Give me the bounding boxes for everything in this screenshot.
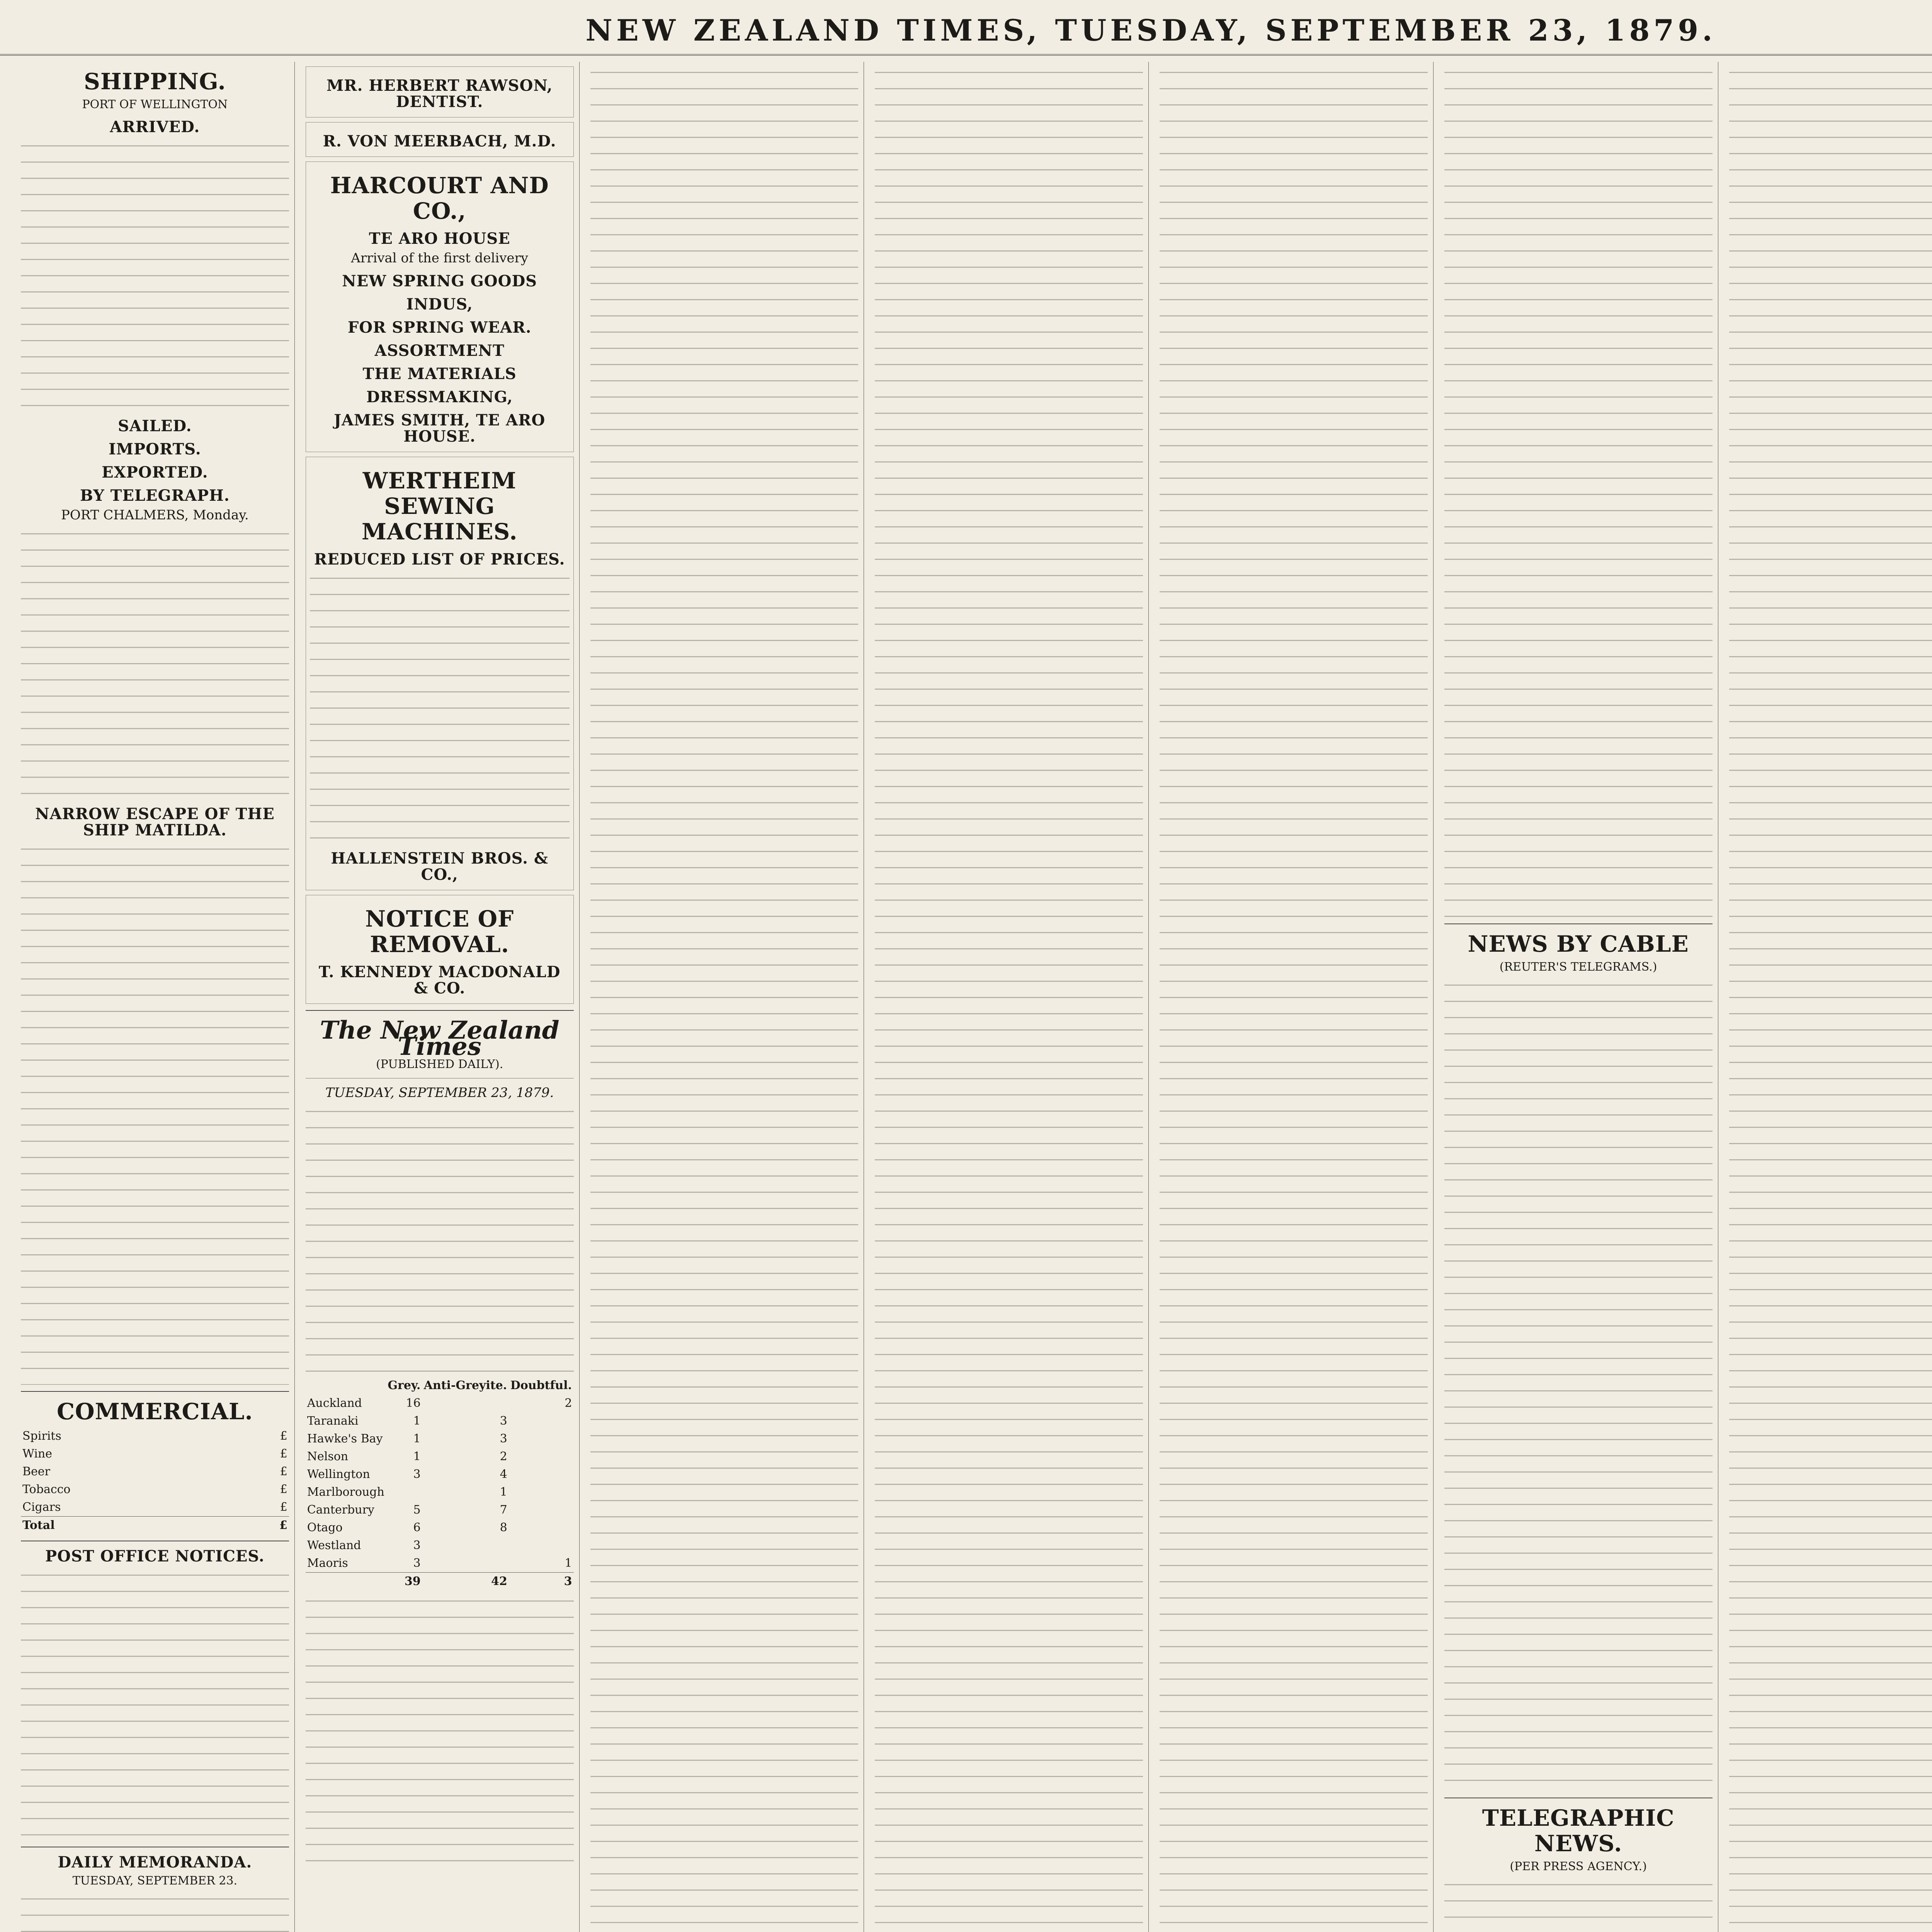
table-cell: Tobacco xyxy=(22,1483,71,1496)
column-header: Grey. xyxy=(388,1379,421,1392)
table-row xyxy=(306,1554,574,1573)
table-cell: 3 xyxy=(413,1539,421,1552)
ad-subheading: THE MATERIALS xyxy=(362,365,517,383)
leader-continuation xyxy=(306,1596,574,1866)
table-cell: 1 xyxy=(413,1432,421,1446)
table-cell: 1 xyxy=(413,1414,421,1428)
column-1 xyxy=(15,62,295,1932)
table-row xyxy=(306,1430,574,1448)
table-cell xyxy=(509,1483,574,1501)
dateline: PORT CHALMERS, Monday. xyxy=(61,507,249,523)
body-text xyxy=(590,67,859,1932)
ad-heading: NOTICE OF REMOVAL. xyxy=(365,906,514,957)
ad-removal xyxy=(306,895,574,1004)
table-cell: £ xyxy=(241,1517,289,1535)
telegraph-heading: BY TELEGRAPH. xyxy=(80,486,230,505)
table-cell: Total xyxy=(21,1517,241,1535)
table-cell xyxy=(509,1448,574,1466)
wreck-text xyxy=(21,844,289,1385)
table-cell: £ xyxy=(280,1429,287,1443)
table-cell xyxy=(422,1537,509,1554)
commercial-heading: COMMERCIAL. xyxy=(56,1398,253,1425)
daily-date: TUESDAY, SEPTEMBER 23. xyxy=(72,1874,238,1888)
sailed-heading: SAILED. xyxy=(118,417,192,435)
table-cell: £ xyxy=(280,1465,287,1478)
table-cell: Beer xyxy=(22,1465,50,1478)
post-office-heading: POST OFFICE NOTICES. xyxy=(45,1547,265,1565)
body-text xyxy=(875,67,1143,1932)
telegraph-text xyxy=(21,529,289,799)
ad-wertheim xyxy=(306,457,574,890)
table-cell: Wellington xyxy=(307,1468,370,1481)
column-header xyxy=(306,1377,386,1395)
table-cell: Marlborough xyxy=(307,1485,384,1499)
column-7 xyxy=(1724,62,1932,1932)
table-cell: 1 xyxy=(413,1450,421,1463)
cable-text xyxy=(1444,980,1713,1791)
column-5 xyxy=(1154,62,1434,1932)
ad-subheading: INDUS, xyxy=(406,295,473,313)
table-cell: Taranaki xyxy=(307,1414,359,1428)
table-cell xyxy=(509,1466,574,1483)
customs-table xyxy=(21,1427,289,1534)
telegraphic-news-heading: TELEGRAPHIC NEWS. xyxy=(1482,1805,1675,1857)
newspaper-flag: The New Zealand Times xyxy=(320,1016,560,1061)
post-office-text xyxy=(21,1570,289,1840)
table-cell xyxy=(422,1395,509,1412)
table-cell: 39 xyxy=(386,1573,422,1591)
ad-subheading: FOR SPRING WEAR. xyxy=(347,318,532,337)
ad-subheading: ASSORTMENT xyxy=(374,342,505,360)
table-row xyxy=(21,1481,289,1498)
imports-heading: IMPORTS. xyxy=(109,440,201,458)
port-line: PORT OF WELLINGTON xyxy=(82,98,228,111)
shipping-heading: SHIPPING. xyxy=(83,68,226,95)
masthead xyxy=(0,0,1932,56)
table-cell: 3 xyxy=(413,1468,421,1481)
table-row xyxy=(306,1519,574,1537)
table-cell: Canterbury xyxy=(307,1503,374,1517)
ad-line: Arrival of the first delivery xyxy=(351,250,528,266)
election-table xyxy=(306,1377,574,1590)
table-cell xyxy=(386,1483,422,1501)
table-cell: 3 xyxy=(413,1556,421,1570)
leader-date: TUESDAY, SEPTEMBER 23, 1879. xyxy=(325,1085,554,1100)
table-row xyxy=(21,1427,289,1445)
wreck-heading: NARROW ESCAPE OF THE SHIP MATILDA. xyxy=(35,805,275,839)
table-cell: 7 xyxy=(500,1503,507,1517)
ad-signature: HALLENSTEIN BROS. & CO., xyxy=(331,849,549,884)
table-cell: 8 xyxy=(500,1521,507,1534)
table-cell xyxy=(509,1430,574,1448)
table-row xyxy=(306,1395,574,1412)
ad-subheading: TE ARO HOUSE xyxy=(369,230,510,248)
news-by-cable-heading: NEWS BY CABLE xyxy=(1468,931,1689,957)
column-header: Anti-Greyite. xyxy=(423,1379,507,1392)
ad-harcourt xyxy=(306,162,574,452)
ad-heading: WERTHEIM SEWING MACHINES. xyxy=(361,468,518,545)
table-cell: Wine xyxy=(22,1447,52,1461)
body-text xyxy=(1444,67,1713,917)
ad-heading: R. VON MEERBACH, M.D. xyxy=(323,132,556,150)
ad-heading: HARCOURT AND CO., xyxy=(330,172,549,224)
table-cell: £ xyxy=(280,1447,287,1461)
reuter-subheading: (REUTER'S TELEGRAMS.) xyxy=(1499,960,1657,974)
table-row xyxy=(306,1448,574,1466)
table-cell xyxy=(509,1519,574,1537)
table-cell: 42 xyxy=(422,1573,509,1591)
table-cell: Auckland xyxy=(307,1396,362,1410)
published-daily: (PUBLISHED DAILY). xyxy=(376,1058,503,1071)
telegraphic-text xyxy=(1444,1879,1713,1932)
table-row xyxy=(306,1466,574,1483)
table-row xyxy=(21,1463,289,1481)
table-cell xyxy=(422,1554,509,1573)
table-row xyxy=(21,1517,289,1535)
table-row xyxy=(306,1501,574,1519)
table-cell: Westland xyxy=(307,1539,361,1552)
exports-heading: EXPORTED. xyxy=(102,463,208,481)
table-cell: 6 xyxy=(413,1521,421,1534)
table-cell xyxy=(509,1537,574,1554)
table-cell: 4 xyxy=(500,1468,507,1481)
press-agency-subheading: (PER PRESS AGENCY.) xyxy=(1510,1860,1647,1873)
ad-signature: JAMES SMITH, TE ARO HOUSE. xyxy=(334,411,546,446)
ad-subheading: NEW SPRING GOODS xyxy=(342,272,537,290)
body-text xyxy=(1160,67,1428,1932)
column-6 xyxy=(1439,62,1718,1932)
table-cell: 5 xyxy=(413,1503,421,1517)
shipping-text xyxy=(21,141,289,411)
table-row xyxy=(21,1445,289,1463)
table-cell: Otago xyxy=(307,1521,343,1534)
table-header-row xyxy=(306,1377,574,1395)
table-row xyxy=(306,1412,574,1430)
ad-subheading: DRESSMAKING, xyxy=(366,388,513,406)
table-cell: 3 xyxy=(500,1432,507,1446)
column-3 xyxy=(585,62,864,1932)
table-cell: 1 xyxy=(500,1485,507,1499)
column-2 xyxy=(300,62,580,1932)
table-cell: 2 xyxy=(565,1396,572,1410)
table-cell: Cigars xyxy=(22,1500,61,1514)
ad-rawson xyxy=(306,66,574,117)
newspaper-columns xyxy=(15,62,1932,1932)
daily-memoranda-heading: DAILY MEMORANDA. xyxy=(58,1853,252,1871)
masthead-title: NEW ZEALAND TIMES, TUESDAY, SEPTEMBER 23, 1879. xyxy=(585,13,1716,48)
table-row xyxy=(306,1573,574,1591)
table-cell: 3 xyxy=(509,1573,574,1591)
table-cell: £ xyxy=(280,1483,287,1496)
ad-heading: MR. HERBERT RAWSON, DENTIST. xyxy=(326,77,553,111)
table-cell: Nelson xyxy=(307,1450,349,1463)
table-cell: £ xyxy=(280,1500,287,1514)
table-row xyxy=(21,1498,289,1517)
table-cell xyxy=(509,1412,574,1430)
table-cell xyxy=(306,1573,386,1591)
table-cell: 3 xyxy=(500,1414,507,1428)
arrived-heading: ARRIVED. xyxy=(110,118,200,136)
ad-meerbach xyxy=(306,122,574,157)
table-cell: Maoris xyxy=(307,1556,348,1570)
table-cell xyxy=(509,1501,574,1519)
memoranda-text xyxy=(21,1894,289,1932)
ad-subheading: T. KENNEDY MACDONALD & CO. xyxy=(318,963,561,997)
table-row xyxy=(306,1537,574,1554)
body-text xyxy=(1729,67,1932,1932)
column-header: Doubtful. xyxy=(510,1379,572,1392)
table-cell: 1 xyxy=(565,1556,572,1570)
table-cell: Hawke's Bay xyxy=(307,1432,383,1446)
table-cell: Spirits xyxy=(22,1429,61,1443)
ad-text xyxy=(310,573,570,844)
ad-subheading: REDUCED LIST OF PRICES. xyxy=(314,550,565,568)
leader-text xyxy=(306,1106,574,1377)
table-cell: 16 xyxy=(406,1396,421,1410)
table-cell: 2 xyxy=(500,1450,507,1463)
table-row xyxy=(306,1483,574,1501)
column-4 xyxy=(869,62,1149,1932)
